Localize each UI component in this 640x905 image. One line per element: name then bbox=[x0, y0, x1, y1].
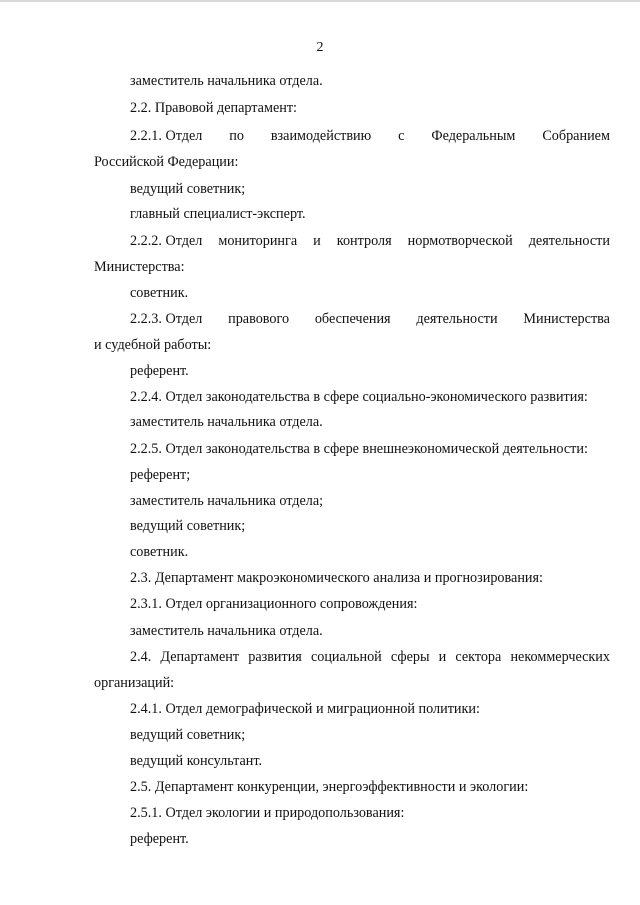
text-line: референт. bbox=[130, 831, 189, 847]
word: правового bbox=[228, 311, 290, 327]
word: и bbox=[438, 649, 447, 665]
text-line: 2.5.1. Отдел экологии и природопользования: bbox=[130, 805, 405, 821]
text-line: советник. bbox=[130, 544, 189, 560]
section-heading: 2.5. Департамент конкуренции, энергоэффективности и экологии: bbox=[130, 779, 529, 795]
word: Собранием bbox=[542, 128, 610, 144]
text-line-justified bbox=[130, 310, 610, 328]
section-heading: 2.2. Правовой департамент: bbox=[130, 100, 297, 116]
word: Федеральным bbox=[431, 128, 516, 144]
text-line: организаций: bbox=[94, 675, 175, 691]
text-line: главный специалист-эксперт. bbox=[130, 206, 306, 222]
word: деятельности bbox=[528, 233, 610, 249]
word: Департамент bbox=[160, 649, 240, 665]
word: развития bbox=[248, 649, 302, 665]
text-line: ведущий советник; bbox=[130, 181, 246, 197]
word: 2.2.3. Отдел bbox=[130, 311, 203, 327]
word: деятельности bbox=[416, 311, 498, 327]
word: по bbox=[229, 128, 244, 144]
word: нормотворческой bbox=[407, 233, 513, 249]
text-line: 2.2.4. Отдел законодательства в сфере социально-экономического развития: bbox=[130, 389, 588, 405]
text-line: 2.3.1. Отдел организационного сопровождения: bbox=[130, 596, 418, 612]
text-line: и судебной работы: bbox=[94, 337, 212, 353]
text-line: Министерства: bbox=[94, 259, 185, 275]
text-line: ведущий консультант. bbox=[130, 753, 263, 769]
text-line-justified bbox=[130, 232, 610, 250]
word: с bbox=[398, 128, 405, 144]
word: контроля bbox=[336, 233, 392, 249]
word: 2.2.1. Отдел bbox=[130, 128, 203, 144]
text-line: заместитель начальника отдела; bbox=[130, 493, 324, 509]
word: 2.4. bbox=[130, 649, 152, 665]
page-top-edge bbox=[0, 0, 640, 2]
word: сферы bbox=[390, 649, 430, 665]
text-line: советник. bbox=[130, 285, 189, 301]
text-line: заместитель начальника отдела. bbox=[130, 73, 323, 89]
text-line: заместитель начальника отдела. bbox=[130, 414, 323, 430]
word: мониторинга bbox=[218, 233, 298, 249]
text-line-justified bbox=[130, 127, 610, 145]
word: взаимодействию bbox=[270, 128, 372, 144]
text-line: Российской Федерации: bbox=[94, 154, 239, 170]
word: сектора bbox=[455, 649, 502, 665]
text-line: 2.2.5. Отдел законодательства в сфере внешнеэкономической деятельности: bbox=[130, 441, 588, 457]
section-heading: 2.3. Департамент макроэкономического анализа и прогнозирования: bbox=[130, 570, 543, 586]
word: обеспечения bbox=[314, 311, 391, 327]
text-line: заместитель начальника отдела. bbox=[130, 623, 323, 639]
text-line: 2.4.1. Отдел демографической и миграционной политики: bbox=[130, 701, 480, 717]
word: 2.2.2. Отдел bbox=[130, 233, 203, 249]
text-line: референт; bbox=[130, 467, 191, 483]
page-number: 2 bbox=[316, 40, 324, 55]
word: Министерства bbox=[523, 311, 610, 327]
text-line: референт. bbox=[130, 363, 189, 379]
text-line: ведущий советник; bbox=[130, 518, 246, 534]
word: и bbox=[313, 233, 321, 249]
text-line-justified bbox=[130, 648, 610, 666]
text-line: ведущий советник; bbox=[130, 727, 246, 743]
word: социальной bbox=[310, 649, 382, 665]
word: некоммерческих bbox=[510, 649, 610, 665]
